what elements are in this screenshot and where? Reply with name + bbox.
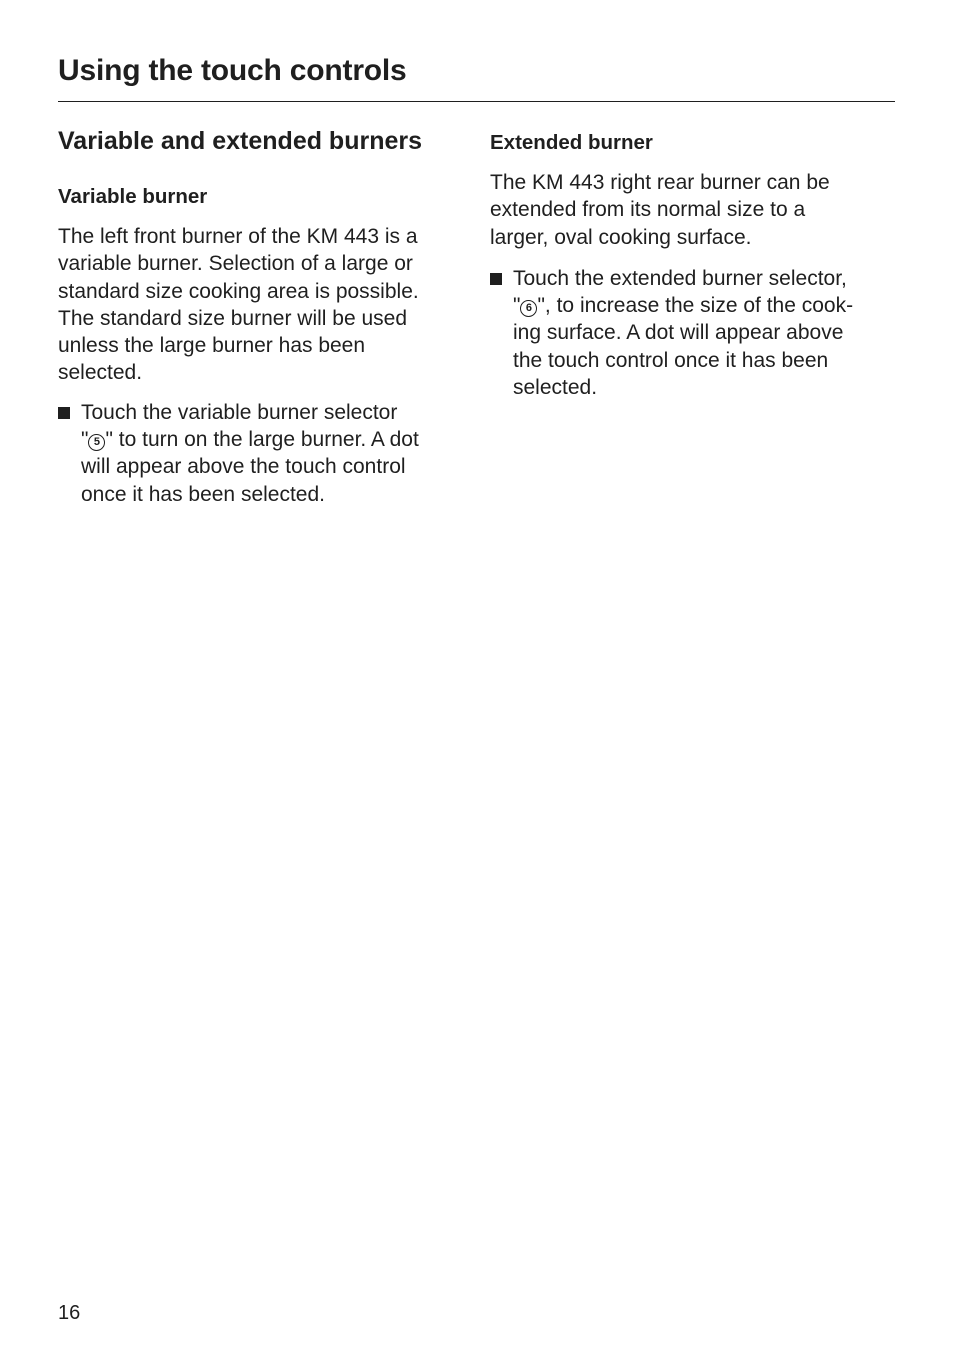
paragraph-line: The standard size burner will be used xyxy=(58,306,408,330)
square-bullet-icon xyxy=(58,407,70,419)
paragraph-line: The KM 443 right rear burner can be xyxy=(490,171,830,194)
variable-burner-paragraph xyxy=(58,223,458,387)
page-title: Using the touch controls xyxy=(58,54,407,87)
quote-mark: " xyxy=(81,428,89,452)
section-title: Variable and extended burners xyxy=(58,127,423,155)
page-header xyxy=(58,52,895,90)
instruction-line: ing surface. A dot will appear above xyxy=(513,321,844,345)
instruction-line: once it has been selected. xyxy=(81,482,326,506)
variable-burner-heading: Variable burner xyxy=(58,185,208,208)
paragraph-line: variable burner. Selection of a large or xyxy=(58,252,413,276)
instruction-line: selected. xyxy=(513,375,598,399)
instruction-line: the touch control once it has been xyxy=(513,348,829,372)
page-number: 16 xyxy=(58,1302,81,1324)
instruction-text xyxy=(513,265,890,401)
circled-5-icon: 5 xyxy=(88,434,105,451)
extended-burner-instruction xyxy=(490,265,890,401)
square-bullet-icon xyxy=(490,273,502,285)
paragraph-line: standard size cooking area is possible. xyxy=(58,279,419,303)
instruction-line: Touch the variable burner selector xyxy=(81,401,398,424)
paragraph-line: selected. xyxy=(58,361,143,385)
paragraph-line: extended from its normal size to a xyxy=(490,198,806,222)
extended-burner-heading: Extended burner xyxy=(490,131,653,154)
instruction-line: Touch the extended burner selector, xyxy=(513,267,847,290)
header-divider xyxy=(58,101,895,102)
instruction-line: ", to increase the size of the cook- xyxy=(537,294,854,318)
variable-burner-instruction xyxy=(58,399,458,508)
circled-6-icon: 6 xyxy=(520,300,537,317)
paragraph-line: unless the large burner has been xyxy=(58,334,366,358)
instruction-line: will appear above the touch control xyxy=(81,455,406,479)
extended-burner-paragraph xyxy=(490,169,890,251)
quote-mark: " xyxy=(513,294,521,318)
paragraph-line: larger, oval cooking surface. xyxy=(490,225,752,249)
instruction-text xyxy=(81,399,458,508)
paragraph-line: The left front burner of the KM 443 is a xyxy=(58,225,418,248)
instruction-line: " to turn on the large burner. A dot xyxy=(105,428,419,452)
